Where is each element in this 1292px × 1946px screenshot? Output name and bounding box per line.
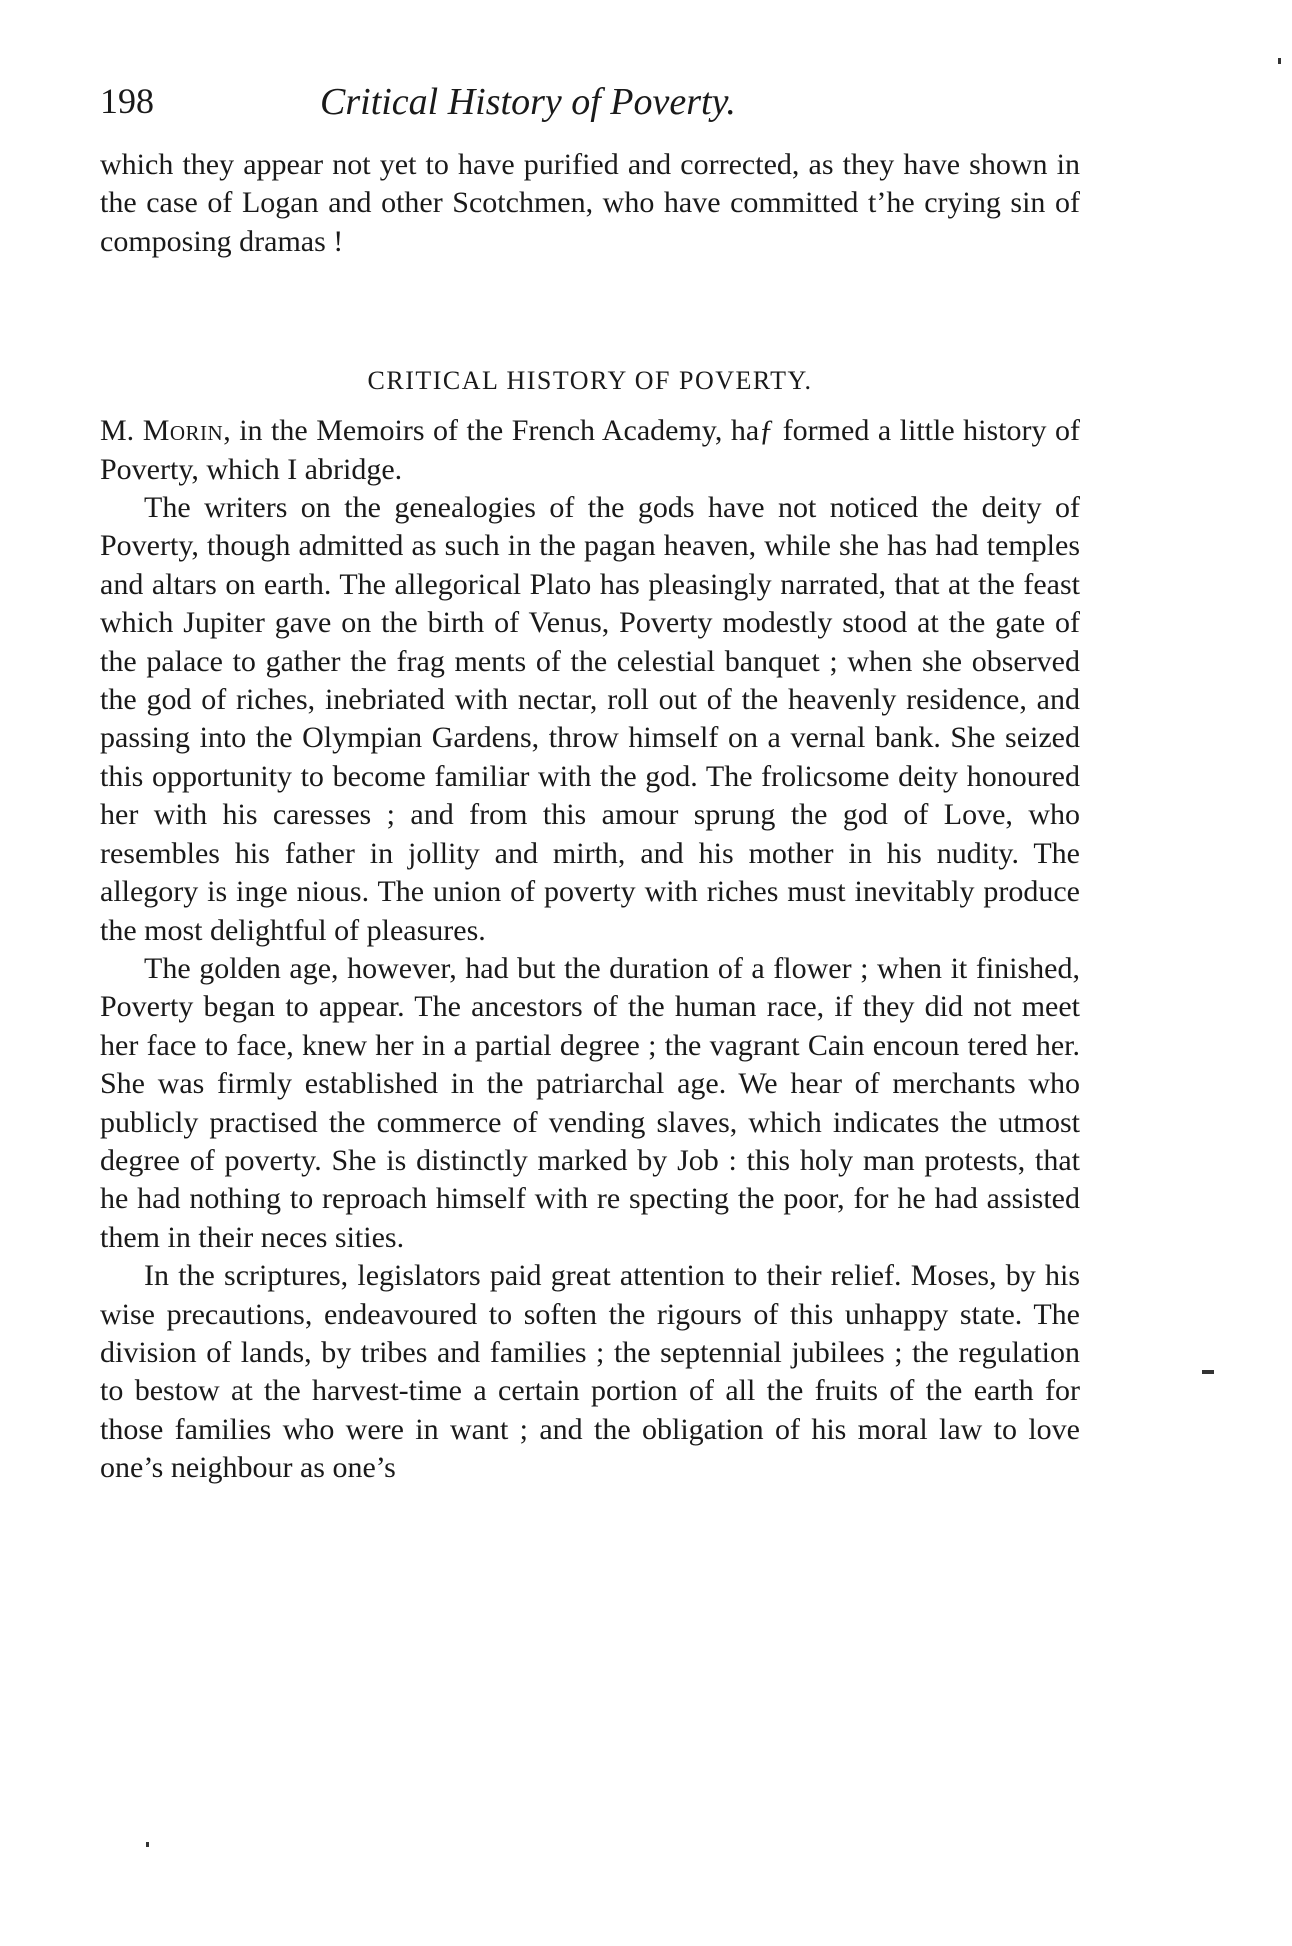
book-page: [100, 80, 1080, 1488]
margin-speck: [146, 1842, 149, 1847]
first-paragraph-lead: M.: [100, 414, 143, 448]
running-header: [100, 80, 1080, 140]
margin-speck: [1278, 58, 1281, 64]
margin-mark: [1202, 1370, 1214, 1374]
page-number: 198: [100, 81, 154, 121]
continuation-paragraph: which they appear not yet to have purified and corrected, as they have shown in the case of Logan and other Scotchmen, who have committed t’he crying sin of composing dramas !: [100, 148, 1080, 258]
author-name: Morin: [142, 414, 224, 448]
first-paragraph: [100, 412, 1080, 489]
section-title: CRITICAL HISTORY OF POVERTY.: [367, 366, 813, 396]
paragraph-golden-age: The golden age, however, had but the duration of a flower ; when it finished, Poverty began to appear. The ancestors of the human race, if they did not meet her face to face, knew her in a partial degree ; the vagrant Cain encoun tered her. She was firmly established in the patriarchal age. We hear of merchants who publicly practised the commerce of vending slaves, which indicates the utmost degree of poverty. She is distinctly marked by Job : this holy man protests, that he had nothing to reproach himself with re specting the poor, for he had assisted them in their neces sities.: [100, 951, 1080, 1254]
paragraph-plato-allegory: The writers on the genealogies of the gods have not noticed the deity of Poverty, though admitted as such in the pagan heaven, while she has had temples and altars on earth. The allegorical Plato has pleasingly narrated, that at the feast which Jupiter gave on the birth of Venus, Poverty modestly stood at the gate of the palace to gather the frag ments of the celestial banquet ; when she observed the god of riches, inebriated with nectar, roll out of the heavenly residence, and passing into the Olympian Gardens, throw himself on a vernal bank. She seized this opportunity to become familiar with the god. The frolicsome deity honoured her with his caresses ; and from this amour sprung the god of Love, who resembles his father in jollity and mirth, and his mother in his nudity. The allegory is inge nious. The union of poverty with riches must inevitably produce the most delightful of pleasures.: [100, 491, 1080, 947]
first-paragraph-text: , in the Memoirs of the French Academy, haƒ formed a little history of Poverty, which I abridge.: [100, 414, 1080, 486]
paragraph-scriptures: In the scriptures, legislators paid great attention to their relief. Moses, by his wise precautions, endeavoured to soften the rigours of this unhappy state. The division of lands, by tribes and families ; the septennial jubilees ; the regulation to bestow at the harvest-time a certain portion of all the fruits of the earth for those families who were in want ; and the obligation of his moral law to love one’s neighbour as one’s: [100, 1259, 1080, 1485]
running-title: Critical History of Poverty.: [320, 81, 736, 123]
